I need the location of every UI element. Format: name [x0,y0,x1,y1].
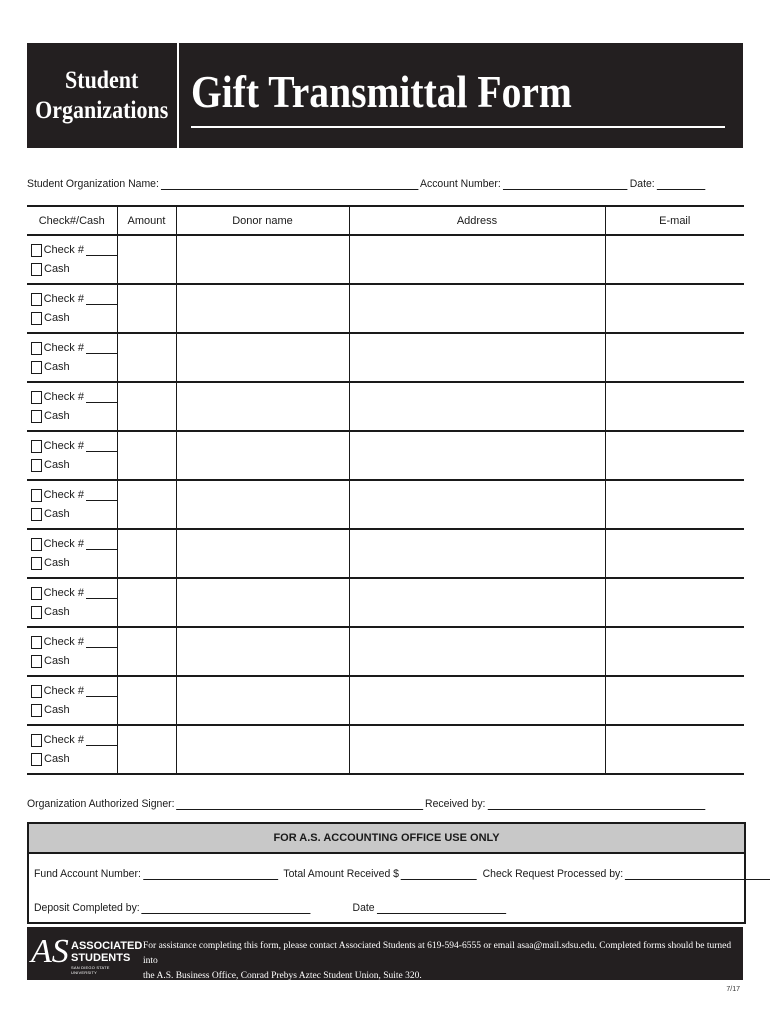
table-row [27,431,744,480]
address-cell[interactable] [349,382,605,431]
cash-option [27,652,117,671]
amount-cell[interactable] [117,676,176,725]
amount-cell[interactable] [117,431,176,480]
email-cell[interactable] [605,480,744,529]
cash-label: Cash [44,312,70,324]
address-cell[interactable] [349,676,605,725]
header-banner [27,43,743,148]
check-option [27,633,117,652]
donor-name-cell[interactable] [176,578,349,627]
check-checkbox[interactable] [31,685,42,698]
table-header-row [27,206,744,235]
check-option [27,682,117,701]
check-number-field[interactable] [86,245,117,256]
cash-label: Cash [44,459,70,471]
table-row [27,333,744,382]
donor-name-cell[interactable] [176,284,349,333]
assistance-message-line-2: the A.S. Business Office, Conrad Prebys Aztec Student Union, Suite 320. [143,971,422,981]
check-label: Check # [43,489,84,501]
footer-banner [27,927,743,980]
cash-checkbox[interactable] [31,753,42,766]
received-by-field[interactable] [487,798,705,810]
amount-cell[interactable] [117,333,176,382]
check-checkbox[interactable] [31,538,42,551]
check-request-field[interactable] [625,868,770,880]
check-option [27,290,117,309]
check-label: Check # [43,685,84,697]
amount-cell[interactable] [117,578,176,627]
info-line [27,178,707,190]
cash-checkbox[interactable] [31,606,42,619]
donor-name-cell[interactable] [176,382,349,431]
cash-checkbox[interactable] [31,459,42,472]
check-checkbox[interactable] [31,734,42,747]
total-amount-label: Total Amount Received $ [283,868,399,880]
address-cell[interactable] [349,627,605,676]
account-number-field[interactable] [503,178,628,190]
cash-checkbox[interactable] [31,704,42,717]
account-number-label: Account Number: [420,178,501,190]
cash-label: Cash [44,655,70,667]
check-label: Check # [43,440,84,452]
check-option [27,731,117,750]
email-cell[interactable] [605,578,744,627]
accounting-office-section [27,822,746,924]
cash-checkbox[interactable] [31,655,42,668]
gift-table [27,205,744,775]
check-checkbox[interactable] [31,636,42,649]
cash-checkbox[interactable] [31,312,42,325]
email-cell[interactable] [605,529,744,578]
email-cell[interactable] [605,284,744,333]
column-header-email: E-mail [605,206,744,235]
address-cell[interactable] [349,235,605,284]
cash-label: Cash [44,410,70,422]
amount-cell[interactable] [117,235,176,284]
check-checkbox[interactable] [31,244,42,257]
check-number-field[interactable] [86,294,117,305]
cash-option [27,260,117,279]
donor-name-cell[interactable] [176,676,349,725]
check-checkbox[interactable] [31,587,42,600]
check-cash-cell [27,235,117,284]
amount-cell[interactable] [117,627,176,676]
cash-option [27,750,117,769]
table-row [27,235,744,284]
cash-label: Cash [44,704,70,716]
address-cell[interactable] [349,333,605,382]
donor-name-cell[interactable] [176,725,349,774]
check-label: Check # [43,636,84,648]
table-row [27,529,744,578]
page-title: Gift Transmittal Form [191,66,572,117]
donor-name-cell[interactable] [176,480,349,529]
cash-option [27,554,117,573]
office-row-1 [34,868,770,880]
check-cash-cell [27,529,117,578]
cash-checkbox[interactable] [31,263,42,276]
donor-name-cell[interactable] [176,235,349,284]
cash-option [27,407,117,426]
check-number-field[interactable] [86,490,117,501]
cash-option [27,358,117,377]
check-request-label: Check Request Processed by: [482,868,624,880]
email-cell[interactable] [605,235,744,284]
address-cell[interactable] [349,431,605,480]
cash-label: Cash [44,606,70,618]
cash-option [27,505,117,524]
form-version: 7/17 [726,986,740,993]
email-cell[interactable] [605,627,744,676]
table-row [27,284,744,333]
logo-line-2: STUDENTS [71,952,131,964]
check-number-field[interactable] [86,588,117,599]
check-option [27,388,117,407]
donor-name-cell[interactable] [176,627,349,676]
check-number-field[interactable] [86,686,117,697]
cash-label: Cash [44,557,70,569]
check-label: Check # [43,244,84,256]
cash-option [27,456,117,475]
amount-cell[interactable] [117,725,176,774]
check-number-field[interactable] [86,735,117,746]
check-cash-cell [27,431,117,480]
signer-label: Organization Authorized Signer: [27,798,175,810]
table-row [27,480,744,529]
check-label: Check # [43,293,84,305]
check-option [27,339,117,358]
office-date-label: Date [352,902,375,914]
address-cell[interactable] [349,725,605,774]
email-cell[interactable] [605,725,744,774]
check-number-field[interactable] [86,441,117,452]
check-number-field[interactable] [86,343,117,354]
cash-option [27,603,117,622]
check-cash-cell [27,676,117,725]
email-cell[interactable] [605,333,744,382]
check-option [27,535,117,554]
date-label: Date: [629,178,655,190]
column-header-amount: Amount [117,206,176,235]
amount-cell[interactable] [117,529,176,578]
signer-field[interactable] [176,798,423,810]
deposit-completed-label: Deposit Completed by: [34,902,140,914]
cash-checkbox[interactable] [31,361,42,374]
amount-cell[interactable] [117,382,176,431]
address-cell[interactable] [349,578,605,627]
column-header-check-cash: Check#/Cash [27,206,117,235]
fund-account-label: Fund Account Number: [34,868,141,880]
accounting-office-heading: FOR A.S. ACCOUNTING OFFICE USE ONLY [29,824,744,854]
cash-option [27,701,117,720]
check-option [27,486,117,505]
title-underline [191,126,725,128]
table-row [27,627,744,676]
cash-checkbox[interactable] [31,508,42,521]
check-option [27,437,117,456]
address-cell[interactable] [349,480,605,529]
table-row [27,382,744,431]
total-amount-field[interactable] [401,868,477,880]
cash-label: Cash [44,508,70,520]
received-by-label: Received by: [425,798,486,810]
check-label: Check # [43,538,84,550]
deposit-completed-field[interactable] [142,902,311,914]
column-header-donor-name: Donor name [176,206,349,235]
office-row-2 [34,902,508,914]
org-line-2: Organizations [35,96,169,124]
check-checkbox[interactable] [31,293,42,306]
date-field[interactable] [657,178,706,190]
donor-name-cell[interactable] [176,529,349,578]
check-cash-cell [27,725,117,774]
check-number-field[interactable] [86,637,117,648]
table-row [27,676,744,725]
check-number-field[interactable] [86,539,117,550]
org-name-label: Student Organization Name: [27,178,159,190]
logo-mark: AS [31,933,69,970]
check-number-field[interactable] [86,392,117,403]
email-cell[interactable] [605,676,744,725]
org-label-block [27,43,179,148]
check-label: Check # [43,342,84,354]
check-checkbox[interactable] [31,391,42,404]
signer-line [27,798,707,810]
table-row [27,725,744,774]
donor-name-cell[interactable] [176,431,349,480]
org-name-field[interactable] [161,178,418,190]
check-checkbox[interactable] [31,489,42,502]
address-cell[interactable] [349,284,605,333]
cash-label: Cash [44,753,70,765]
cash-checkbox[interactable] [31,410,42,423]
fund-account-field[interactable] [143,868,278,880]
assistance-message [143,939,738,984]
table-row [27,578,744,627]
cash-label: Cash [44,263,70,275]
check-label: Check # [43,734,84,746]
associated-students-logo [31,933,143,975]
check-cash-cell [27,284,117,333]
check-option [27,584,117,603]
donor-name-cell[interactable] [176,333,349,382]
column-header-address: Address [349,206,605,235]
check-label: Check # [43,391,84,403]
logo-line-3: SAN DIEGO STATE UNIVERSITY [71,965,110,975]
amount-cell[interactable] [117,284,176,333]
check-cash-cell [27,480,117,529]
check-checkbox[interactable] [31,342,42,355]
check-option [27,241,117,260]
cash-checkbox[interactable] [31,557,42,570]
email-cell[interactable] [605,382,744,431]
cash-label: Cash [44,361,70,373]
amount-cell[interactable] [117,480,176,529]
logo-line-1: ASSOCIATED [71,940,143,952]
check-cash-cell [27,382,117,431]
assistance-message-line-1: For assistance completing this form, please contact Associated Students at 619-594-6555 or email asaa@mail.sdsu.edu. Completed forms should be turned into [143,941,732,966]
address-cell[interactable] [349,529,605,578]
cash-option [27,309,117,328]
check-cash-cell [27,578,117,627]
check-label: Check # [43,587,84,599]
check-cash-cell [27,333,117,382]
org-line-1: Student [65,66,139,94]
office-date-field[interactable] [377,902,506,914]
check-cash-cell [27,627,117,676]
email-cell[interactable] [605,431,744,480]
check-checkbox[interactable] [31,440,42,453]
